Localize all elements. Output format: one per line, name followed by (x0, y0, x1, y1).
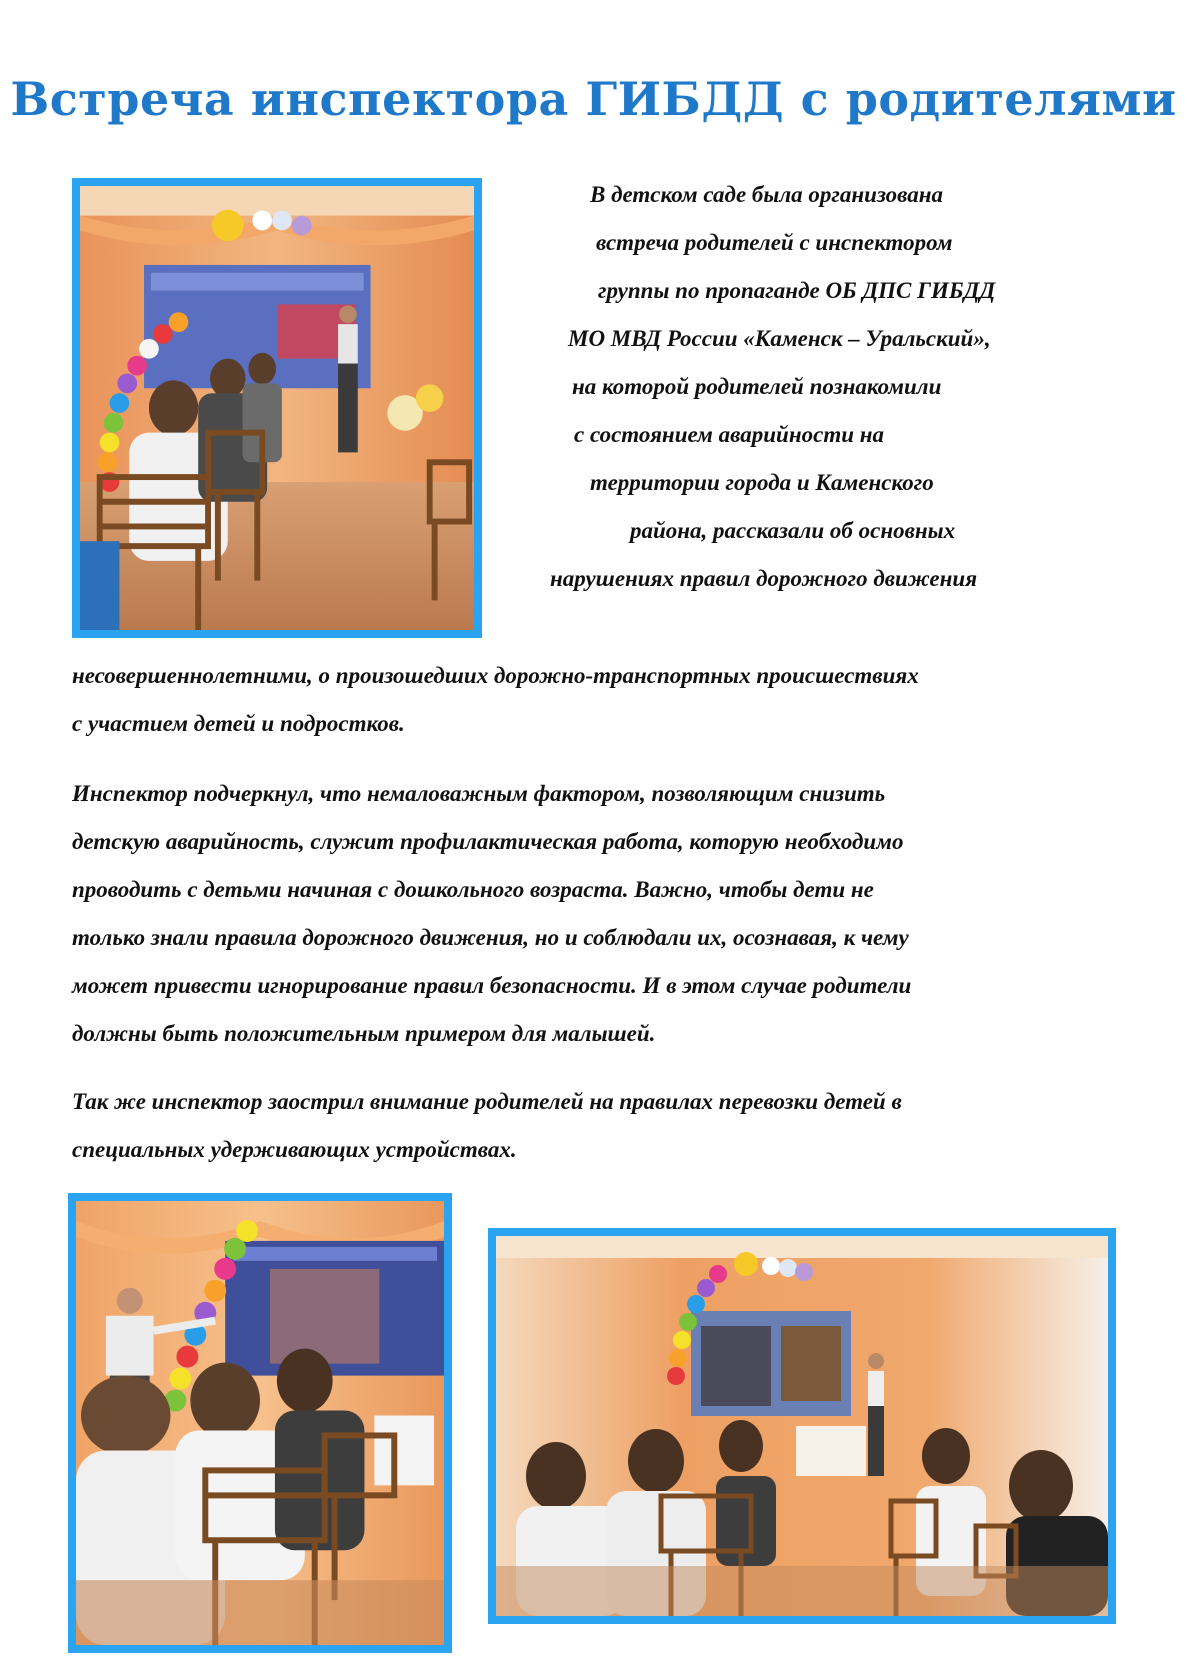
meeting-photo-3-image (496, 1236, 1108, 1616)
paragraph-1 (72, 652, 1132, 748)
intro-line: района, рассказали об основных (630, 518, 956, 543)
intro-line: группы по пропаганде ОБ ДПС ГИБДД (598, 278, 996, 303)
intro-line: МО МВД России «Каменск – Уральский», (568, 326, 991, 351)
paragraph-line: только знали правила дорожного движения, но и соблюдали их, осознавая, к чему (72, 925, 909, 950)
page-title: Встреча инспектора ГИБДД с родителями (10, 72, 1177, 126)
intro-line: нарушениях правил дорожного движения (550, 566, 978, 591)
paragraph-line: несовершеннолетними, о произошедших дорожно-транспортных происшествиях (72, 663, 919, 688)
paragraph-line: проводить с детьми начиная с дошкольного возраста. Важно, чтобы дети не (72, 877, 874, 902)
intro-line: В детском саде была организована (590, 182, 943, 207)
meeting-photo-3 (488, 1228, 1116, 1624)
paragraph-line: может привести игнорирование правил безопасности. И в этом случае родители (72, 973, 912, 998)
meeting-photo-2 (68, 1193, 452, 1653)
paragraph-line: должны быть положительным примером для малышей. (72, 1021, 656, 1046)
paragraph-line: специальных удерживающих устройствах. (72, 1137, 517, 1162)
paragraph-line: Инспектор подчеркнул, что немаловажным фактором, позволяющим снизить (72, 781, 886, 806)
paragraph-2 (72, 770, 1132, 1058)
meeting-photo-1 (72, 178, 482, 638)
meeting-photo-2-image (76, 1201, 444, 1645)
intro-line: с состоянием аварийности на (574, 422, 885, 447)
intro-line: на которой родителей познакомили (572, 374, 942, 399)
paragraph-line: детскую аварийность, служит профилактическая работа, которую необходимо (72, 829, 904, 854)
paragraph-line: с участием детей и подростков. (72, 711, 405, 736)
meeting-photo-1-image (80, 186, 474, 630)
intro-line: территории города и Каменского (590, 470, 934, 495)
paragraph-line: Так же инспектор заострил внимание родителей на правилах перевозки детей в (72, 1089, 902, 1114)
paragraph-3 (72, 1078, 1132, 1174)
intro-line: встреча родителей с инспектором (596, 230, 953, 255)
